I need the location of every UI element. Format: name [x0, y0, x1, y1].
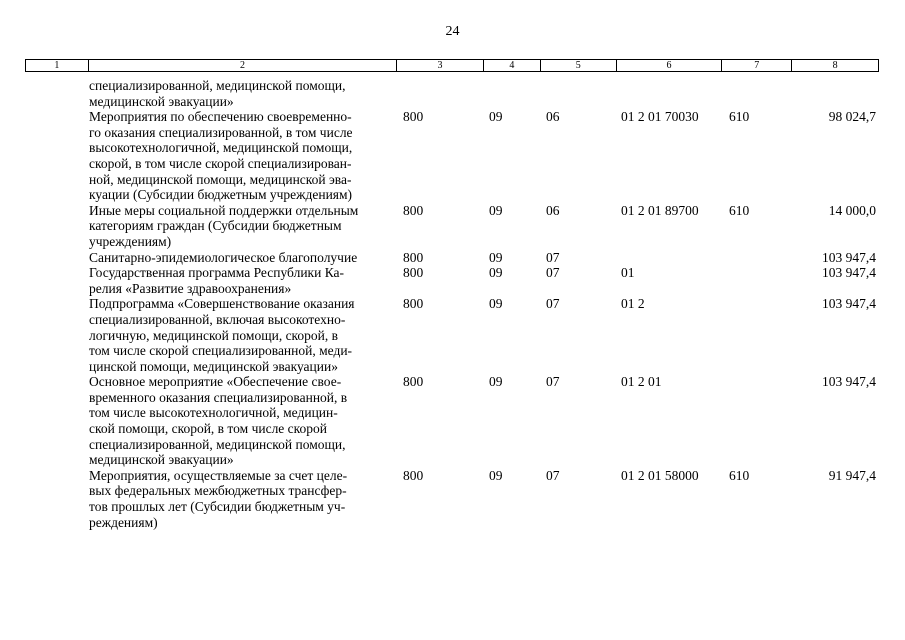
target-article-code: 01 2 01 70030 [621, 109, 699, 125]
grbs-code: 800 [403, 202, 424, 218]
amount: 14 000,0 [828, 202, 876, 218]
table-row [0, 296, 905, 374]
grbs-code: 800 [403, 109, 424, 125]
header-col-3: 3 [397, 60, 484, 71]
row-description: Санитарно-эпидемиологическое благополучие [89, 249, 358, 265]
amount: 103 947,4 [822, 249, 876, 265]
section-code: 09 [489, 109, 503, 125]
section-code: 09 [489, 374, 503, 390]
table-row [0, 250, 905, 266]
grbs-code: 800 [403, 467, 424, 483]
row-description: специализированной, медицинской помощи, медицинской эвакуации» [89, 78, 346, 109]
header-col-8: 8 [832, 60, 838, 71]
table-header [25, 59, 879, 72]
target-article-code: 01 2 01 [621, 374, 662, 390]
table-row [0, 78, 905, 109]
grbs-code: 800 [403, 249, 424, 265]
amount: 103 947,4 [822, 374, 876, 390]
amount: 103 947,4 [822, 296, 876, 312]
header-col-2: 2 [89, 60, 397, 71]
amount: 98 024,7 [828, 109, 876, 125]
target-article-code: 01 [621, 265, 635, 281]
table-body [0, 78, 905, 530]
table-row [0, 374, 905, 468]
expense-type-code: 610 [729, 202, 750, 218]
header-col-4: 4 [484, 60, 541, 71]
subsection-code: 07 [546, 374, 560, 390]
row-description: Подпрограмма «Совершенствование оказания специализированной, включая высокотехно- логичную, медицинской помощи, скорой, в том числе скорой специализированной, меди- цинской помощи, медицинской эвакуации» [89, 296, 355, 374]
grbs-code: 800 [403, 265, 424, 281]
grbs-code: 800 [403, 374, 424, 390]
target-article-code: 01 2 [621, 296, 645, 312]
expense-type-code: 610 [729, 109, 750, 125]
subsection-code: 07 [546, 296, 560, 312]
section-code: 09 [489, 265, 503, 281]
subsection-code: 07 [546, 249, 560, 265]
target-article-code: 01 2 01 58000 [621, 467, 699, 483]
section-code: 09 [489, 296, 503, 312]
expense-type-code: 610 [729, 467, 750, 483]
table-row [0, 109, 905, 203]
row-description: Основное мероприятие «Обеспечение свое- временного оказания специализированной, в том числе высокотехнологичной, медицин- ской помощи, скорой, в том числе скорой специализированной, медицинской помощи, медицинской эвакуации» [89, 374, 348, 468]
row-description: Государственная программа Республики Ка- релия «Развитие здравоохранения» [89, 265, 345, 296]
subsection-code: 06 [546, 202, 560, 218]
subsection-code: 07 [546, 265, 560, 281]
row-description: Мероприятия, осуществляемые за счет целе- вых федеральных межбюджетных трансфер- тов прошлых лет (Субсидии бюджетным уч- реждениям) [89, 467, 348, 530]
section-code: 09 [489, 202, 503, 218]
page-number: 24 [445, 24, 460, 39]
section-code: 09 [489, 467, 503, 483]
table-row [0, 203, 905, 250]
header-col-1: 1 [26, 60, 89, 71]
subsection-code: 07 [546, 467, 560, 483]
subsection-code: 06 [546, 109, 560, 125]
header-col-7: 7 [722, 60, 792, 71]
row-description: Иные меры социальной поддержки отдельным категориям граждан (Субсидии бюджетным учреждениям) [89, 202, 359, 249]
amount: 103 947,4 [822, 265, 876, 281]
row-description: Мероприятия по обеспечению своевременно- го оказания специализированной, в том числе высокотехнологичной, медицинской помощи, скорой, в том числе скорой специализирован- ной, медицинской помощи, медицинской эва- куации (Субсидии бюджетным учреждениям) [89, 109, 353, 203]
amount: 91 947,4 [828, 467, 876, 483]
target-article-code: 01 2 01 89700 [621, 202, 699, 218]
section-code: 09 [489, 249, 503, 265]
header-col-6: 6 [617, 60, 723, 71]
table-row [0, 265, 905, 296]
grbs-code: 800 [403, 296, 424, 312]
header-col-5: 5 [541, 60, 617, 71]
table-row [0, 468, 905, 530]
